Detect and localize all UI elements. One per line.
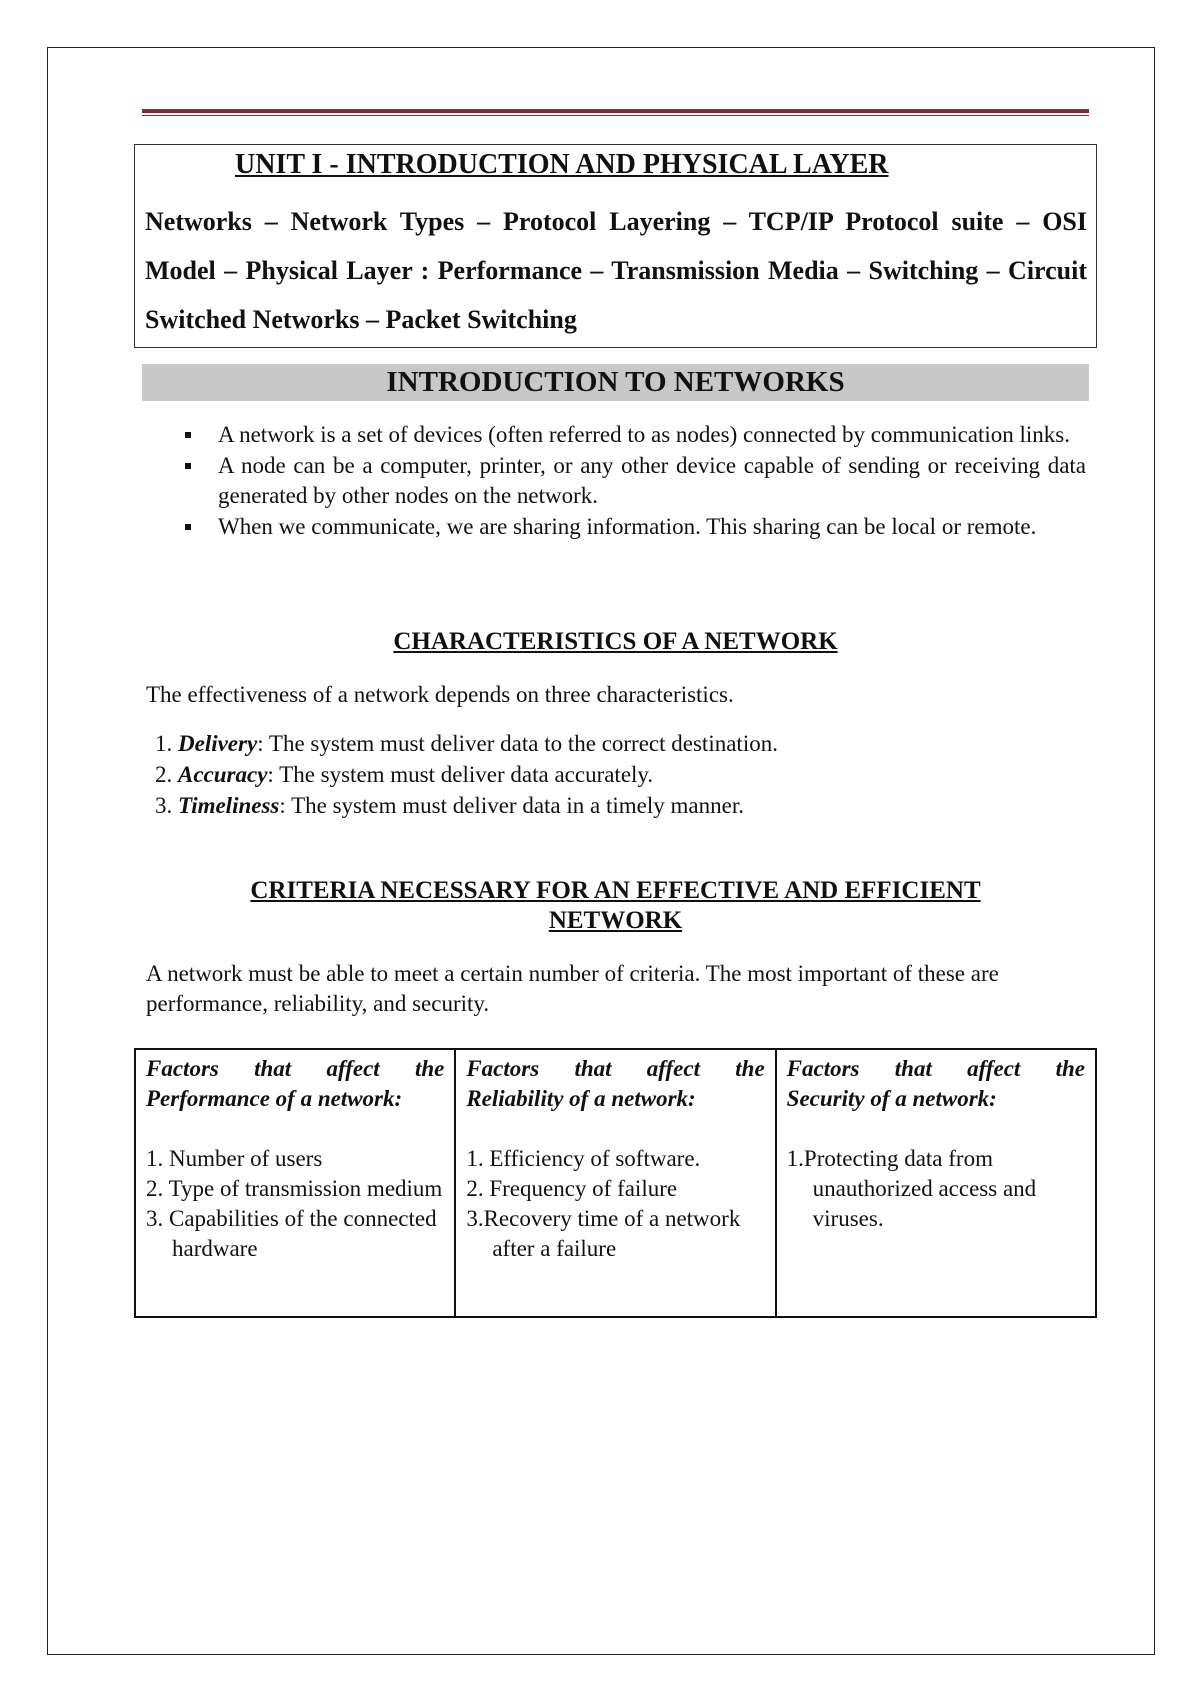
column-header: Factors that affect the Reliability of a network: <box>466 1056 765 1111</box>
unit-topics: Networks – Network Types – Protocol Layering – TCP/IP Protocol suite – OSI Model – Physical Layer : Performance – Transmission Media – Switching – Circuit Switched Networks – Packet Switching <box>145 207 1087 334</box>
list-item: 1. Delivery: The system must deliver data to the correct destination. <box>155 731 778 756</box>
security-factor-list <box>787 1144 1085 1234</box>
table-cell-performance <box>135 1049 455 1317</box>
bullet-square-icon <box>185 463 191 469</box>
intro-heading: INTRODUCTION TO NETWORKS <box>142 364 1089 401</box>
criteria-heading: CRITERIA NECESSARY FOR AN EFFECTIVE AND EFFICIENT NETWORK <box>250 877 981 934</box>
list-item: 2. Frequency of failure <box>466 1176 678 1201</box>
column-header: Factors that affect the Performance of a network: <box>146 1056 445 1111</box>
reliability-factor-list <box>466 1144 764 1264</box>
unit-title: UNIT I - INTRODUCTION AND PHYSICAL LAYER <box>235 149 889 180</box>
table-row <box>135 1049 1096 1317</box>
criteria-table <box>134 1048 1097 1318</box>
list-item: When we communicate, we are sharing information. This sharing can be local or remote. <box>178 512 1086 542</box>
bullet-square-icon <box>185 524 191 530</box>
list-item: A node can be a computer, printer, or any other device capable of sending or receiving data generated by other nodes on the network. <box>178 451 1086 511</box>
bullet-square-icon <box>185 432 191 438</box>
list-item: 1. Number of users <box>146 1146 323 1171</box>
list-item: 3. Timeliness: The system must deliver data in a timely manner. <box>155 793 744 818</box>
list-item: 3. Capabilities of the connected hardware <box>146 1206 437 1261</box>
characteristics-heading: CHARACTERISTICS OF A NETWORK <box>393 628 838 655</box>
list-item: 1. Efficiency of software. <box>466 1146 701 1171</box>
table-cell-security <box>776 1049 1096 1317</box>
characteristics-list <box>155 728 778 821</box>
performance-factor-list <box>146 1144 444 1264</box>
list-item: 1.Protecting data from unauthorized access and viruses. <box>786 1146 1037 1231</box>
criteria-intro: A network must be able to meet a certain number of criteria. The most important of these are performance, reliability, and security. <box>146 961 999 1016</box>
list-item: 2. Accuracy: The system must deliver data accurately. <box>155 762 654 787</box>
characteristics-intro: The effectiveness of a network depends on three characteristics. <box>146 682 734 707</box>
header-rule <box>142 109 1089 118</box>
table-cell-reliability <box>455 1049 775 1317</box>
list-item: 2. Type of transmission medium <box>146 1176 443 1201</box>
unit-box <box>134 144 1097 348</box>
list-item: A network is a set of devices (often referred to as nodes) connected by communication links. <box>178 420 1086 450</box>
intro-bullet-list <box>178 420 1086 543</box>
list-item: 3.Recovery time of a network after a failure <box>466 1206 741 1261</box>
column-header: Factors that affect the Security of a network: <box>786 1056 1085 1111</box>
